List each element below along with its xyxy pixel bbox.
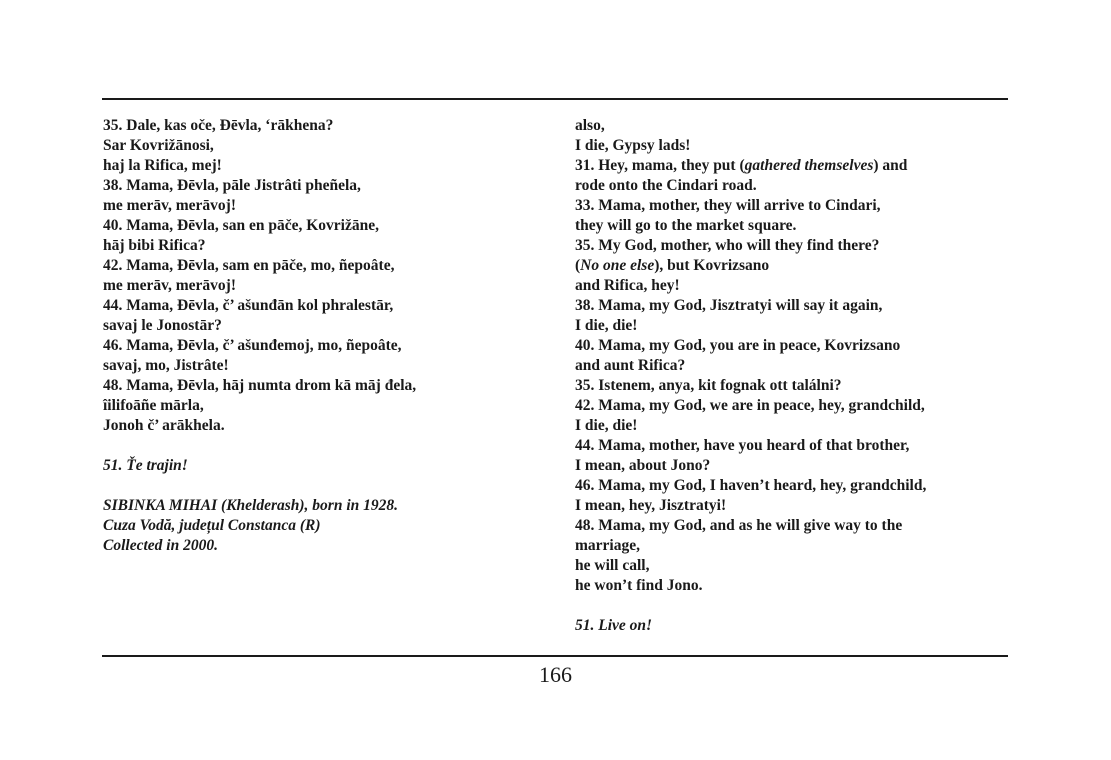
line-text: marriage,	[575, 537, 640, 554]
line-text: also,	[575, 117, 605, 134]
line-text: 40. Mama, my God, you are in peace, Kovrizsano	[575, 337, 901, 354]
line-text: I die, die!	[575, 417, 638, 434]
line-text: 33. Mama, mother, they will arrive to Cindari,	[575, 197, 881, 214]
poem-line	[575, 536, 1007, 556]
poem-line	[575, 236, 1007, 256]
line-text: 35. My God, mother, who will they find there?	[575, 237, 880, 254]
poem-line: 42. Mama, Đēvla, sam en pāče, mo, ñepoâte,	[103, 257, 395, 274]
bottom-rule	[102, 655, 1008, 657]
line-text: 48. Mama, my God, and as he will give way to the	[575, 517, 903, 534]
line-text: (	[575, 257, 581, 274]
stanza-gap	[103, 476, 543, 496]
poem-line	[575, 556, 1007, 576]
poem-line: 38. Mama, Đēvla, pāle Jistrâti pheñela,	[103, 177, 361, 194]
poem-line	[575, 436, 1007, 456]
poem-line	[575, 576, 1007, 596]
poem-line	[575, 456, 1007, 476]
line-text: he won’t find Jono.	[575, 577, 703, 594]
line-text: ), but Kovrizsano	[654, 257, 770, 274]
poem-line: savaj le Jonostār?	[103, 317, 222, 334]
poem-line	[575, 476, 1007, 496]
poem-line	[575, 396, 1007, 416]
poem-line	[575, 516, 1007, 536]
poem-line: 46. Mama, Đēvla, č’ ašunđemoj, mo, ñepoâte,	[103, 337, 402, 354]
poem-line: 48. Mama, Đēvla, hāj numta drom kā māj đela,	[103, 377, 417, 394]
source-line: SIBINKA MIHAI (Khelderash), born in 1928.	[103, 497, 399, 514]
left-column	[103, 116, 543, 556]
poem-line: savaj, mo, Jistrâte!	[103, 357, 229, 374]
right-column	[575, 116, 1007, 636]
italic-phrase: gathered themselves	[744, 157, 874, 174]
page-number: 166	[539, 662, 572, 687]
line-text: and Rifica, hey!	[575, 277, 680, 294]
poem-line	[575, 316, 1007, 336]
line-text: 38. Mama, my God, Jisztratyi will say it again,	[575, 297, 883, 314]
line-text: 46. Mama, my God, I haven’t heard, hey, grandchild,	[575, 477, 927, 494]
poem-line: haj la Rifica, mej!	[103, 157, 222, 174]
closing-line: 51. Ťe trajin!	[103, 457, 188, 474]
line-text: and aunt Rifica?	[575, 357, 686, 374]
poem-line: 40. Mama, Đēvla, san en pāče, Kovrižāne,	[103, 217, 379, 234]
poem-line	[575, 376, 1007, 396]
poem-line	[575, 276, 1007, 296]
line-text: I die, die!	[575, 317, 638, 334]
closing-line: 51. Live on!	[575, 617, 653, 634]
line-text: 35. Istenem, anya, kit fognak ott találni?	[575, 377, 842, 394]
line-text: 44. Mama, mother, have you heard of that brother,	[575, 437, 910, 454]
poem-line	[575, 296, 1007, 316]
top-rule	[102, 98, 1008, 100]
source-line: Collected in 2000.	[103, 537, 218, 554]
line-text: they will go to the market square.	[575, 217, 797, 234]
poem-line: 35. Dale, kas oče, Đēvla, ‘rākhena?	[103, 117, 334, 134]
poem-line: 44. Mama, Đēvla, č’ ašunđān kol phralestār,	[103, 297, 394, 314]
poem-line	[575, 136, 1007, 156]
poem-line	[575, 336, 1007, 356]
poem-line	[575, 496, 1007, 516]
poem-line: îilifoāñe mārla,	[103, 397, 204, 414]
stanza-gap	[103, 436, 543, 456]
line-text: he will call,	[575, 557, 650, 574]
line-text: I mean, hey, Jisztratyi!	[575, 497, 727, 514]
poem-line	[575, 216, 1007, 236]
poem-line	[575, 196, 1007, 216]
poem-line	[575, 416, 1007, 436]
poem-line	[575, 116, 1007, 136]
stanza-gap	[575, 596, 1007, 616]
poem-line: Sar Kovrižānosi,	[103, 137, 214, 154]
line-text: 42. Mama, my God, we are in peace, hey, grandchild,	[575, 397, 925, 414]
poem-line: me merāv, merāvoj!	[103, 197, 236, 214]
poem-line: me merāv, merāvoj!	[103, 277, 236, 294]
poem-line	[575, 176, 1007, 196]
line-text: rode onto the Cindari road.	[575, 177, 757, 194]
line-text: I mean, about Jono?	[575, 457, 711, 474]
line-text: I die, Gypsy lads!	[575, 137, 691, 154]
line-text: ) and	[873, 157, 908, 174]
poem-line	[575, 356, 1007, 376]
poem-line: Jonoh č’ arākhela.	[103, 417, 225, 434]
poem-line	[575, 256, 1007, 276]
line-text: 31. Hey, mama, they put (	[575, 157, 745, 174]
poem-line: hāj bibi Rifica?	[103, 237, 206, 254]
italic-phrase: No one else	[580, 257, 655, 274]
source-line: Cuza Vodă, județul Constanca (R)	[103, 517, 321, 534]
poem-line	[575, 156, 1007, 176]
